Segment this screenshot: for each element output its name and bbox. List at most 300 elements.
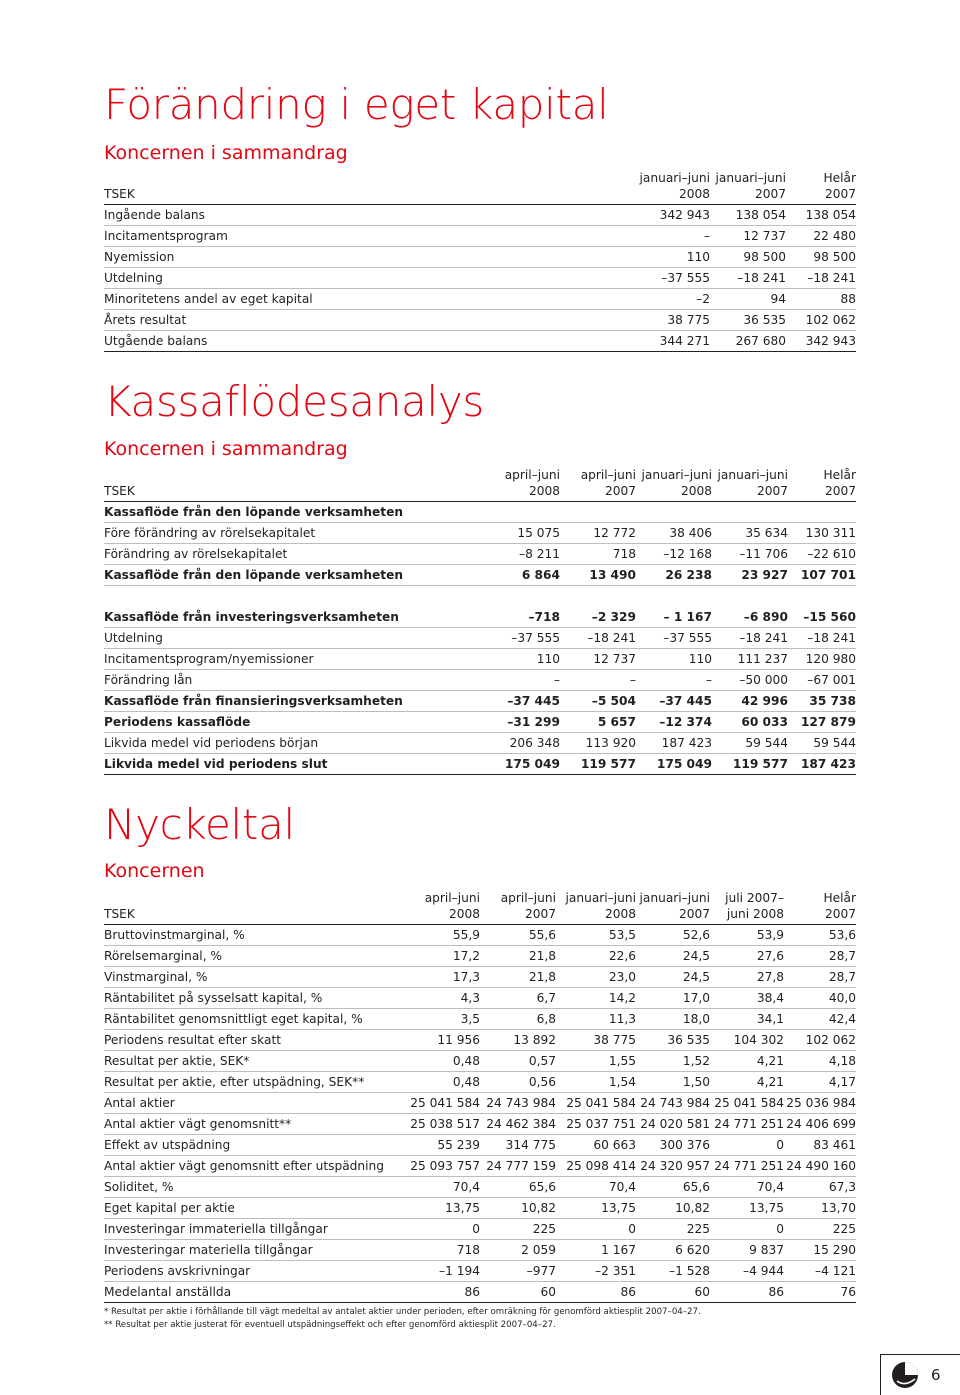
cell-value: 42 996 <box>741 694 788 708</box>
cell-value: –15 560 <box>803 609 856 624</box>
row-label: Bruttovinstmarginal, % <box>104 928 245 942</box>
cell-value: 13,75 <box>749 1201 784 1215</box>
cell-value: 53,5 <box>608 928 636 942</box>
table-row <box>104 1009 856 1030</box>
table-row <box>104 544 856 565</box>
keyfigures-section <box>104 800 856 1303</box>
cell-value: 65,6 <box>528 1180 556 1194</box>
row-label: Resultat per aktie, SEK* <box>104 1054 250 1068</box>
cell-value: 52,6 <box>682 928 710 942</box>
keyfigures-subtitle: Koncernen <box>104 860 205 882</box>
cell-value: 175 049 <box>504 757 560 771</box>
cell-value: 24 777 159 <box>486 1159 556 1173</box>
cell-value: 24 320 957 <box>640 1159 710 1173</box>
cell-value: –2 351 <box>595 1264 636 1278</box>
cell-value <box>788 502 856 523</box>
footnote: * Resultat per aktie i förhållande till vägt medeltal av antalet aktier under perioden, efter omräkning för genomförd aktiesplit 2007–04–27. <box>104 1307 701 1317</box>
table-row <box>104 1177 856 1198</box>
table-row <box>104 925 856 946</box>
cell-value: –31 299 <box>507 715 560 729</box>
cell-value <box>560 586 636 607</box>
table-row <box>104 1282 856 1303</box>
table-row <box>104 967 856 988</box>
row-label: Ingående balans <box>104 208 205 222</box>
cell-value: 25 098 414 <box>566 1159 636 1173</box>
cell-value: –2 329 <box>591 609 636 624</box>
cell-value: 0,57 <box>528 1054 556 1068</box>
table-row <box>104 226 856 247</box>
row-label: Kassaflöde från investeringsverksamheten <box>104 609 399 624</box>
cell-value <box>788 586 856 607</box>
cell-value: 40,0 <box>828 991 856 1005</box>
cell-value: 718 <box>456 1243 480 1257</box>
keyfigures-title: Nyckeltal <box>104 800 295 849</box>
row-label: Investeringar immateriella tillgångar <box>104 1222 328 1236</box>
cell-value: 70,4 <box>608 1180 636 1194</box>
cell-value: 1,54 <box>608 1075 636 1089</box>
column-header: januari–juni 2007 <box>715 171 786 201</box>
table-row <box>104 946 856 967</box>
table-row <box>104 733 856 754</box>
cell-value: –37 445 <box>659 694 712 708</box>
unit-label: TSEK <box>104 484 135 498</box>
cell-value: 60 033 <box>741 715 788 729</box>
cell-value: 24 406 699 <box>786 1117 856 1131</box>
table-row <box>104 1114 856 1135</box>
cell-value: 11,3 <box>608 1012 636 1026</box>
column-header: Helår 2007 <box>823 171 856 201</box>
table-row <box>104 628 856 649</box>
cell-value: –4 121 <box>815 1264 856 1278</box>
row-label: Eget kapital per aktie <box>104 1201 235 1215</box>
cell-value <box>636 502 712 523</box>
equity-title: Förändring i eget kapital <box>104 80 609 129</box>
cell-value: 10,82 <box>521 1201 556 1215</box>
cell-value: 88 <box>840 292 856 306</box>
table-row <box>104 691 856 712</box>
cell-value: 0,48 <box>452 1054 480 1068</box>
row-label: Likvida medel vid periodens början <box>104 736 319 750</box>
cell-value: 76 <box>840 1285 856 1299</box>
row-label: Periodens kassaflöde <box>104 715 251 729</box>
cell-value: –37 555 <box>511 631 560 645</box>
cell-value: –18 241 <box>807 631 856 645</box>
cell-value: 59 544 <box>813 736 856 750</box>
cell-value: 138 054 <box>735 208 786 222</box>
cell-value <box>712 586 788 607</box>
cell-value: – <box>705 673 712 687</box>
table-header <box>104 890 856 925</box>
cell-value: 15 290 <box>813 1243 856 1257</box>
row-label: Antal aktier vägt genomsnitt** <box>104 1117 292 1131</box>
cell-value: 138 054 <box>805 208 856 222</box>
cell-value <box>478 586 560 607</box>
cell-value: 36 535 <box>667 1033 710 1047</box>
cell-value: 718 <box>612 547 636 561</box>
cell-value: 35 738 <box>809 694 856 708</box>
unit-label: TSEK <box>104 907 135 921</box>
cell-value: –977 <box>526 1264 556 1278</box>
cell-value: –11 706 <box>739 547 788 561</box>
cell-value: –8 211 <box>519 547 560 561</box>
cell-value: 59 544 <box>745 736 788 750</box>
unit-label: TSEK <box>104 187 135 201</box>
cell-value: 38 775 <box>667 313 710 327</box>
cell-value: –18 241 <box>807 271 856 285</box>
cell-value: 12 737 <box>743 229 786 243</box>
cell-value <box>560 502 636 523</box>
row-label: Utgående balans <box>104 334 208 348</box>
row-label: Förändring lån <box>104 673 193 687</box>
cell-value: 24 743 984 <box>486 1096 556 1110</box>
cell-value: 113 920 <box>585 736 636 750</box>
table-row <box>104 205 856 226</box>
cell-value: 102 062 <box>805 1033 856 1047</box>
table-row <box>104 607 856 628</box>
row-label: Rörelsemarginal, % <box>104 949 223 963</box>
table-row <box>104 1135 856 1156</box>
table-row <box>104 1240 856 1261</box>
column-header: januari–juni 2008 <box>641 468 712 498</box>
cell-value <box>712 502 788 523</box>
row-label: Incitamentsprogram/nyemissioner <box>104 652 314 666</box>
column-header: Helår 2007 <box>823 468 856 498</box>
cell-value: 25 041 584 <box>410 1096 480 1110</box>
cell-value: 28,7 <box>828 970 856 984</box>
page-footer <box>880 1354 960 1395</box>
cell-value: 70,4 <box>756 1180 784 1194</box>
company-logo-icon <box>891 1361 919 1389</box>
cell-value: –37 445 <box>507 694 560 708</box>
cell-value: 13 490 <box>589 568 636 582</box>
column-header: januari–juni 2008 <box>565 891 636 921</box>
equity-section <box>104 80 856 352</box>
cell-value: 225 <box>532 1222 556 1236</box>
cell-value: –67 001 <box>807 673 856 687</box>
column-header: juli 2007– juni 2008 <box>725 891 784 921</box>
table-row <box>104 649 856 670</box>
row-label: Periodens resultat efter skatt <box>104 1033 282 1047</box>
cell-value: 83 461 <box>813 1138 856 1152</box>
table-header <box>104 170 856 205</box>
column-header: Helår 2007 <box>823 891 856 921</box>
cell-value: 104 302 <box>733 1033 784 1047</box>
row-label: Nyemission <box>104 250 175 264</box>
cell-value: 111 237 <box>737 652 788 666</box>
row-label: Resultat per aktie, efter utspädning, SEK** <box>104 1075 365 1089</box>
cell-value: –1 194 <box>439 1264 480 1278</box>
cell-value: 27,6 <box>756 949 784 963</box>
table-row <box>104 1093 856 1114</box>
cell-value: –18 241 <box>739 631 788 645</box>
table-row <box>104 310 856 331</box>
cell-value: 60 <box>694 1285 710 1299</box>
table-row <box>104 289 856 310</box>
cell-value: –18 241 <box>737 271 786 285</box>
cell-value: –718 <box>528 609 560 624</box>
cell-value: 107 701 <box>800 568 856 582</box>
cell-value: 12 737 <box>593 652 636 666</box>
cell-value: 6,8 <box>536 1012 556 1026</box>
cell-value: 36 535 <box>743 313 786 327</box>
cell-value: 1,52 <box>682 1054 710 1068</box>
footnote: ** Resultat per aktie justerat för eventuell utspädningseffekt och efter genomförd aktiesplit 2007–04–27. <box>104 1320 556 1330</box>
table-row <box>104 712 856 733</box>
table-row <box>104 586 856 607</box>
cell-value: 23,0 <box>608 970 636 984</box>
cell-value: 24 771 251 <box>714 1159 784 1173</box>
cell-value: 21,8 <box>528 970 556 984</box>
cell-value: 225 <box>832 1222 856 1236</box>
cell-value: 86 <box>464 1285 480 1299</box>
cell-value: 6 620 <box>675 1243 710 1257</box>
cell-value: 206 348 <box>509 736 560 750</box>
cell-value: 110 <box>536 652 560 666</box>
cell-value: 13,75 <box>445 1201 480 1215</box>
cell-value: 35 634 <box>745 526 788 540</box>
cell-value: 102 062 <box>805 313 856 327</box>
cell-value: 24 462 384 <box>486 1117 556 1131</box>
cell-value: 11 956 <box>437 1033 480 1047</box>
row-label: Medelantal anställda <box>104 1285 232 1299</box>
column-header: april–juni 2008 <box>424 891 480 921</box>
cell-value: 342 943 <box>659 208 710 222</box>
cell-value: 25 037 751 <box>566 1117 636 1131</box>
page-number: 6 <box>931 1366 941 1384</box>
cell-value: 27,8 <box>756 970 784 984</box>
table-row <box>104 754 856 775</box>
cell-value: 65,6 <box>682 1180 710 1194</box>
cell-value: –12 168 <box>663 547 712 561</box>
cell-value: –6 890 <box>743 609 788 624</box>
cell-value: –12 374 <box>659 715 712 729</box>
column-header: april–juni 2007 <box>500 891 556 921</box>
cell-value: – 1 167 <box>663 609 712 624</box>
cell-value: 2 059 <box>521 1243 556 1257</box>
cell-value: 24 020 581 <box>640 1117 710 1131</box>
cashflow-title: Kassaflödesanalys <box>104 377 484 426</box>
table-row <box>104 502 856 523</box>
column-header: januari–juni 2007 <box>639 891 710 921</box>
cell-value: 120 980 <box>805 652 856 666</box>
equity-table <box>104 170 856 352</box>
cell-value: 314 775 <box>505 1138 556 1152</box>
cell-value: 38 775 <box>593 1033 636 1047</box>
cashflow-table <box>104 467 856 775</box>
cell-value: 0 <box>776 1138 784 1152</box>
cell-value: 187 423 <box>661 736 712 750</box>
cashflow-section <box>104 377 856 775</box>
row-label: Utdelning <box>104 271 163 285</box>
cell-value: 110 <box>688 652 712 666</box>
cell-value: 25 036 984 <box>786 1096 856 1110</box>
cell-value: 4,21 <box>756 1075 784 1089</box>
cell-value: 4,21 <box>756 1054 784 1068</box>
cell-value: –50 000 <box>739 673 788 687</box>
cell-value: 42,4 <box>828 1012 856 1026</box>
cell-value: – <box>629 673 636 687</box>
row-label <box>104 586 478 607</box>
footnotes <box>104 1306 701 1332</box>
cell-value: 17,3 <box>452 970 480 984</box>
row-label: Investeringar materiella tillgångar <box>104 1243 313 1257</box>
column-header: april–juni 2007 <box>580 468 636 498</box>
row-label: Likvida medel vid periodens slut <box>104 757 328 771</box>
table-row <box>104 565 856 586</box>
cell-value: 17,2 <box>452 949 480 963</box>
row-label: Räntabilitet på sysselsatt kapital, % <box>104 991 323 1005</box>
cell-value: 267 680 <box>735 334 786 348</box>
table-row <box>104 1072 856 1093</box>
cell-value: 98 500 <box>743 250 786 264</box>
row-label: Minoritetens andel av eget kapital <box>104 292 313 306</box>
cell-value: 5 657 <box>597 715 636 729</box>
cell-value: –2 <box>696 292 710 306</box>
cell-value: 86 <box>620 1285 636 1299</box>
cell-value: 1 167 <box>601 1243 636 1257</box>
row-label: Förändring av rörelsekapitalet <box>104 547 288 561</box>
column-header: januari–juni 2007 <box>717 468 788 498</box>
table-row <box>104 1198 856 1219</box>
table-row <box>104 1051 856 1072</box>
table-row <box>104 670 856 691</box>
table-row <box>104 988 856 1009</box>
cell-value: 225 <box>686 1222 710 1236</box>
column-header: april–juni 2008 <box>504 468 560 498</box>
cell-value: 25 093 757 <box>410 1159 480 1173</box>
row-label: Periodens avskrivningar <box>104 1264 251 1278</box>
keyfigures-table <box>104 890 856 1303</box>
cell-value: 6 864 <box>521 568 560 582</box>
cell-value: 0 <box>628 1222 636 1236</box>
row-label: Kassaflöde från den löpande verksamheten <box>104 505 404 519</box>
cell-value: 60 663 <box>593 1138 636 1152</box>
row-label: Räntabilitet genomsnittligt eget kapital, % <box>104 1012 363 1026</box>
table-row <box>104 247 856 268</box>
cell-value: – <box>553 673 560 687</box>
cell-value: 53,6 <box>828 928 856 942</box>
cell-value: 175 049 <box>656 757 712 771</box>
cell-value <box>636 586 712 607</box>
cell-value: 187 423 <box>800 757 856 771</box>
row-label: Soliditet, % <box>104 1180 174 1194</box>
table-row <box>104 523 856 544</box>
cell-value: 28,7 <box>828 949 856 963</box>
cell-value: 23 927 <box>741 568 788 582</box>
table-header <box>104 467 856 502</box>
cell-value: 53,9 <box>756 928 784 942</box>
cell-value: 4,17 <box>828 1075 856 1089</box>
cell-value: 24 771 251 <box>714 1117 784 1131</box>
cell-value: 0,56 <box>528 1075 556 1089</box>
cell-value: 70,4 <box>452 1180 480 1194</box>
cashflow-subtitle: Koncernen i sammandrag <box>104 438 348 460</box>
cell-value: 25 041 584 <box>714 1096 784 1110</box>
cell-value: 26 238 <box>665 568 712 582</box>
row-label: Antal aktier vägt genomsnitt efter utspädning <box>104 1159 384 1173</box>
cell-value: 119 577 <box>580 757 636 771</box>
cell-value: –37 555 <box>663 631 712 645</box>
cell-value: 0 <box>472 1222 480 1236</box>
cell-value: –4 944 <box>743 1264 784 1278</box>
column-header: januari–juni 2008 <box>639 171 710 201</box>
cell-value: 21,8 <box>528 949 556 963</box>
cell-value: 344 271 <box>659 334 710 348</box>
cell-value: 24 743 984 <box>640 1096 710 1110</box>
table-row <box>104 1219 856 1240</box>
row-label: Antal aktier <box>104 1096 175 1110</box>
cell-value: 38,4 <box>756 991 784 1005</box>
cell-value: 119 577 <box>732 757 788 771</box>
cell-value: 13 892 <box>513 1033 556 1047</box>
cell-value: 9 837 <box>749 1243 784 1257</box>
cell-value: 13,70 <box>821 1201 856 1215</box>
cell-value: 14,2 <box>608 991 636 1005</box>
cell-value: 4,18 <box>828 1054 856 1068</box>
cell-value: 55 239 <box>437 1138 480 1152</box>
cell-value: 22 480 <box>813 229 856 243</box>
cell-value: 17,0 <box>682 991 710 1005</box>
cell-value: 342 943 <box>805 334 856 348</box>
table-row <box>104 1030 856 1051</box>
cell-value: 34,1 <box>756 1012 784 1026</box>
cell-value: 110 <box>686 250 710 264</box>
cell-value: 130 311 <box>805 526 856 540</box>
cell-value: 22,6 <box>608 949 636 963</box>
row-label: Före förändring av rörelsekapitalet <box>104 526 316 540</box>
cell-value: 86 <box>768 1285 784 1299</box>
cell-value: 10,82 <box>675 1201 710 1215</box>
table-row <box>104 1156 856 1177</box>
cell-value: 24,5 <box>682 970 710 984</box>
row-label: Utdelning <box>104 631 163 645</box>
cell-value: 98 500 <box>813 250 856 264</box>
row-label: Årets resultat <box>104 313 187 327</box>
cell-value: –5 504 <box>591 694 636 708</box>
equity-subtitle: Koncernen i sammandrag <box>104 142 348 164</box>
cell-value: 55,6 <box>528 928 556 942</box>
row-label: Vinstmarginal, % <box>104 970 208 984</box>
cell-value: 0 <box>776 1222 784 1236</box>
cell-value: – <box>703 229 710 243</box>
row-label: Incitamentsprogram <box>104 229 228 243</box>
cell-value: 25 038 517 <box>410 1117 480 1131</box>
cell-value: 24,5 <box>682 949 710 963</box>
cell-value: 12 772 <box>593 526 636 540</box>
cell-value: 300 376 <box>659 1138 710 1152</box>
row-label: Effekt av utspädning <box>104 1138 231 1152</box>
cell-value: 1,55 <box>608 1054 636 1068</box>
cell-value: 55,9 <box>452 928 480 942</box>
cell-value: –37 555 <box>661 271 710 285</box>
cell-value <box>478 502 560 523</box>
cell-value: 0,48 <box>452 1075 480 1089</box>
cell-value: 38 406 <box>669 526 712 540</box>
cell-value: 60 <box>540 1285 556 1299</box>
cell-value: 3,5 <box>460 1012 480 1026</box>
row-label: Kassaflöde från finansieringsverksamheten <box>104 694 403 708</box>
cell-value: 1,50 <box>682 1075 710 1089</box>
cell-value: 13,75 <box>601 1201 636 1215</box>
cell-value: 6,7 <box>536 991 556 1005</box>
cell-value: 67,3 <box>828 1180 856 1194</box>
cell-value: 18,0 <box>682 1012 710 1026</box>
cell-value: 24 490 160 <box>786 1159 856 1173</box>
table-row <box>104 268 856 289</box>
cell-value: –22 610 <box>807 547 856 561</box>
cell-value: 94 <box>770 292 786 306</box>
cell-value: –1 528 <box>669 1264 710 1278</box>
